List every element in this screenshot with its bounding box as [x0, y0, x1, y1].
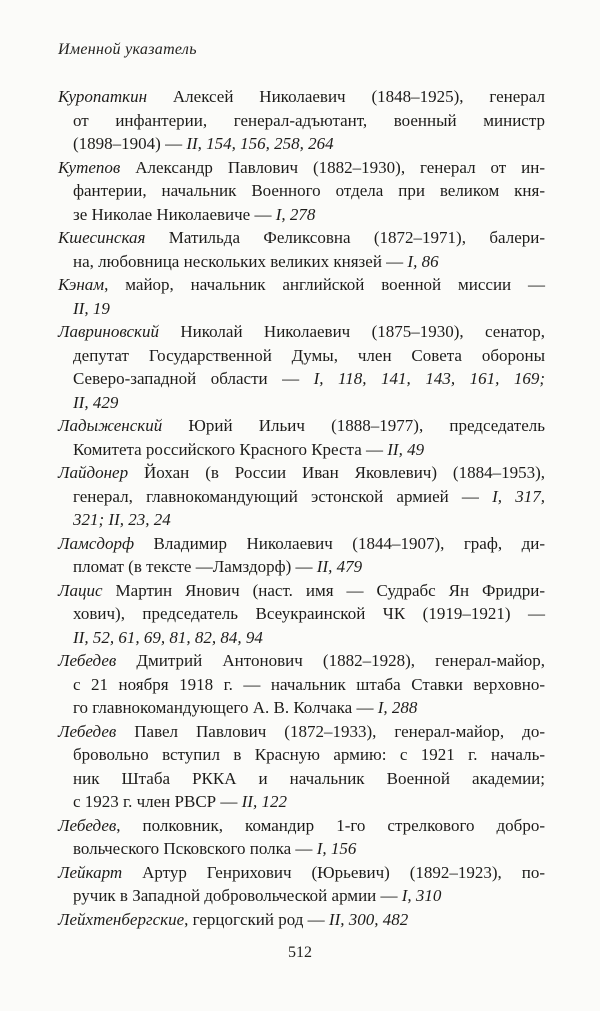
page-number: 512 [288, 944, 312, 961]
entry-text: от инфантерии, генерал-адъютант, военный министр [73, 110, 545, 130]
index-entry [58, 273, 545, 320]
entry-italic-text: Лайдонер [58, 463, 129, 482]
entry-text: Владимир Николаевич (1844–1907), граф, ди- [134, 533, 545, 553]
entry-line [58, 626, 545, 650]
entry-text: Матильда Феликсовна (1872–1971), балери- [145, 228, 545, 247]
index-entry [58, 579, 545, 650]
index-entry [58, 320, 545, 414]
entry-line [58, 273, 545, 297]
entry-line [58, 814, 545, 838]
entry-line [58, 203, 545, 227]
entry-italic-text: Лебедев [58, 651, 117, 670]
entry-line [58, 649, 545, 673]
entry-italic-text: Лацис [58, 580, 103, 600]
entry-text: Алексей Николаевич (1848–1925), генерал [147, 87, 545, 106]
entry-text: , герцогский род — [184, 909, 329, 929]
index-entry [58, 85, 545, 156]
entry-italic-text: Ламсдорф [58, 533, 135, 553]
entry-italic-text: I, 310 [401, 886, 442, 905]
entry-text: Северо-западной области — [73, 369, 314, 388]
entry-line [58, 555, 545, 579]
index-entry [58, 414, 545, 461]
entry-text: вольческого Псковского полка — [73, 839, 317, 858]
entry-italic-text: I, 317, [492, 486, 545, 506]
entry-italic-text: I, 118, 141, 143, 161, 169; [313, 369, 546, 388]
entry-italic-text: Лебедев [58, 721, 117, 741]
entry-text: Александр Павлович (1882–1930), генерал от ин- [120, 157, 545, 177]
entry-text: с 1923 г. член РВСР — [73, 792, 242, 811]
entry-italic-text: II, 154, 156, 258, 264 [186, 134, 334, 153]
entry-text: , полковник, командир 1-го стрелкового добро- [116, 815, 545, 835]
entry-line [58, 485, 545, 509]
index-entry [58, 649, 545, 720]
entry-text: Комитета российского Красного Креста — [73, 439, 388, 459]
entry-text: Дмитрий Антонович (1882–1928), генерал-майор, [116, 651, 545, 670]
entry-text: Йохан (в России Иван Яковлевич) (1884–1953), [128, 463, 545, 482]
entry-italic-text: Кэнам [58, 275, 105, 294]
entry-line [58, 297, 545, 321]
entry-text: ручик в Западной добровольческой армии — [73, 886, 402, 905]
entry-line [58, 250, 545, 274]
entry-line [58, 320, 545, 344]
entry-text: ник Штаба РККА и начальник Военной академии; [73, 768, 545, 788]
entry-text: (1898–1904) — [73, 134, 187, 153]
index-entry [58, 461, 545, 532]
entry-line [58, 156, 545, 180]
entry-line [58, 720, 545, 744]
entry-line [58, 579, 545, 603]
entry-text: Николай Николаевич (1875–1930), сенатор, [158, 322, 545, 341]
entry-italic-text: I, 156 [316, 839, 357, 858]
entry-line [58, 179, 545, 203]
entry-line [58, 790, 545, 814]
entry-line [58, 884, 545, 908]
entry-line [58, 438, 545, 462]
entry-text: хович), председатель Всеукраинской ЧК (1919–1921) — [73, 604, 545, 623]
entry-line [58, 132, 545, 156]
entry-text: бровольно вступил в Красную армию: с 1921 г. началь- [73, 745, 545, 764]
entry-italic-text: Лейхтенбергские [58, 909, 185, 929]
entry-line [58, 391, 545, 415]
entry-italic-text: II, 49 [387, 439, 425, 459]
entry-italic-text: Кшесинская [58, 228, 146, 247]
index-entry [58, 720, 545, 814]
entry-line [58, 226, 545, 250]
index-entry [58, 226, 545, 273]
entry-text: Мартин Янович (наст. имя — Судрабс Ян Фридри- [102, 580, 545, 600]
entry-italic-text: I, 278 [275, 204, 316, 224]
index-entry [58, 908, 545, 932]
entry-line [58, 85, 545, 109]
entry-text: пломат (в тексте —Ламздорф) — [73, 557, 317, 576]
entry-line [58, 767, 545, 791]
entry-text: го главнокомандующего А. В. Колчака — [73, 698, 378, 717]
entry-line [58, 837, 545, 861]
running-header: Именной указатель [58, 41, 197, 58]
entry-italic-text: Лавриновский [58, 322, 159, 341]
entry-italic-text: II, 300, 482 [328, 909, 409, 929]
index-entry [58, 861, 545, 908]
entry-italic-text: II, 122 [241, 792, 287, 811]
entry-line [58, 908, 545, 932]
entry-line [58, 508, 545, 532]
entry-line [58, 461, 545, 485]
entry-text: Юрий Ильич (1888–1977), председатель [162, 416, 545, 435]
entry-italic-text: Лебедев [58, 815, 117, 835]
entry-line [58, 367, 545, 391]
index-entries [58, 85, 545, 931]
entry-line [58, 743, 545, 767]
entry-text: с 21 ноября 1918 г. — начальник штаба Ставки верховно- [73, 674, 545, 694]
index-entry [58, 532, 545, 579]
entry-italic-text: Куропаткин [58, 87, 148, 106]
entry-text: , майор, начальник английской военной миссии — [104, 275, 545, 294]
entry-text: на, любовница нескольких великих князей — [73, 251, 408, 271]
entry-italic-text: Ладыженский [58, 416, 163, 435]
entry-text: Павел Павлович (1872–1933), генерал-майор, до- [116, 721, 545, 741]
entry-italic-text: 321; II, 23, 24 [73, 510, 171, 529]
entry-italic-text: II, 52, 61, 69, 81, 82, 84, 94 [73, 627, 263, 647]
entry-italic-text: I, 288 [377, 698, 418, 717]
entry-italic-text: II, 19 [73, 298, 110, 318]
entry-line [58, 673, 545, 697]
entry-italic-text: Кутепов [58, 157, 121, 177]
entry-italic-text: I, 86 [407, 251, 439, 271]
entry-line [58, 344, 545, 368]
entry-line [58, 696, 545, 720]
entry-line [58, 414, 545, 438]
entry-italic-text: II, 429 [73, 392, 119, 412]
entry-text: фантерии, начальник Военного отдела при великом кня- [73, 181, 545, 200]
entry-line [58, 532, 545, 556]
entry-line [58, 602, 545, 626]
index-entry [58, 814, 545, 861]
entry-text: депутат Государственной Думы, член Совета обороны [73, 345, 545, 365]
entry-text: генерал, главнокомандующий эстонской армией — [73, 486, 493, 506]
entry-line [58, 109, 545, 133]
entry-italic-text: Лейкарт [58, 862, 123, 882]
entry-text: Артур Генрихович (Юрьевич) (1892–1923), по- [122, 862, 545, 882]
entry-italic-text: II, 479 [316, 557, 363, 576]
index-entry [58, 156, 545, 227]
entry-text: зе Николае Николаевиче — [73, 204, 276, 224]
entry-line [58, 861, 545, 885]
